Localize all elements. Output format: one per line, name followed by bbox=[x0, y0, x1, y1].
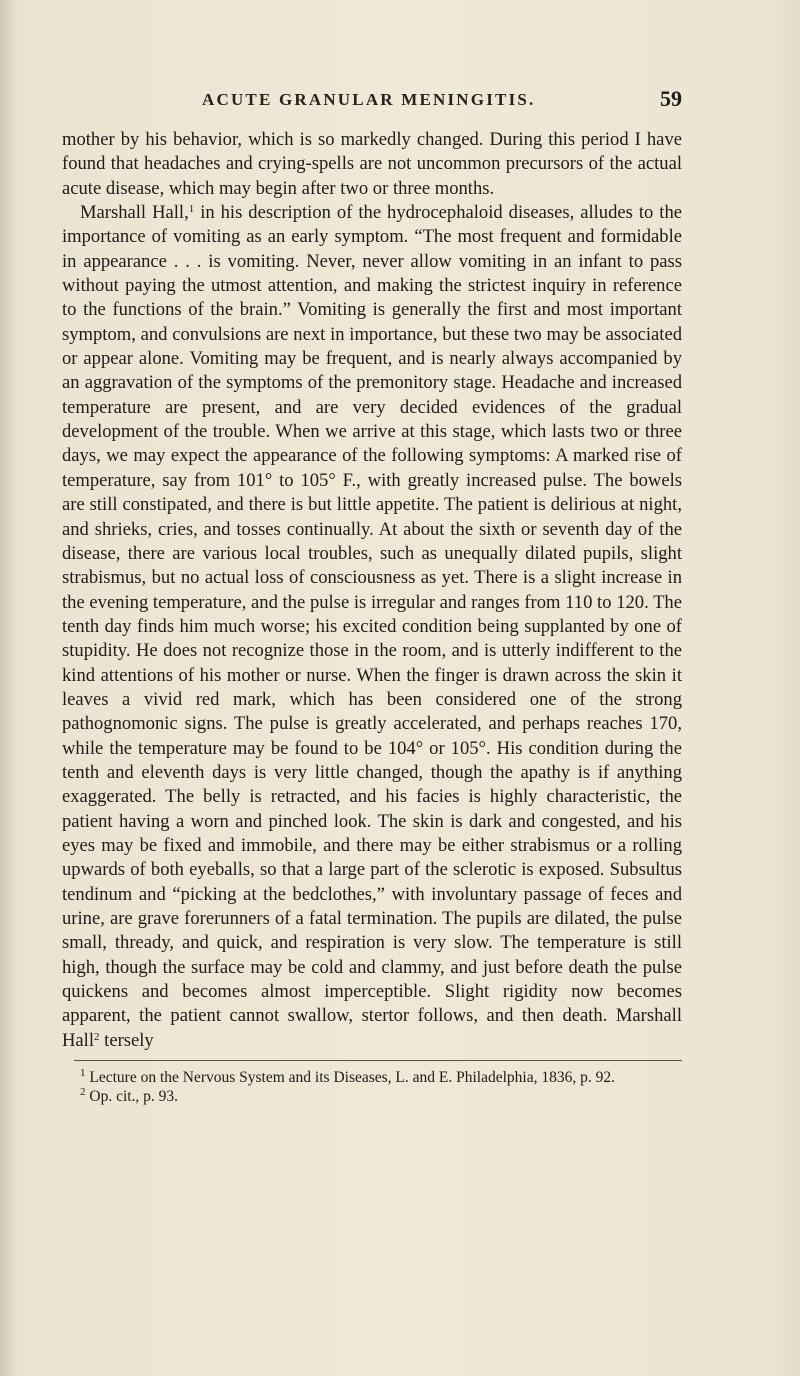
footnote-ref-1: 1 bbox=[188, 203, 195, 216]
footnote-divider bbox=[74, 1060, 682, 1061]
page-gutter-shadow bbox=[0, 0, 14, 1376]
paragraph-2-body: in his description of the hydrocephaloid diseases, alludes to the importance of vomiting as an early symptom. “The most frequent and formidable in appearance . . . is vomiting. Never, never allow vomiting in an infant to pass without paying the utmost attention, and making the strictest inquiry in reference to the functions of the brain.” Vomiting is generally the first and most important symptom, and convulsions are next in importance, but these two may be associated or appear alone. Vomiting may be frequent, and is nearly always accompanied by an aggravation of the symptoms of the premonitory stage. Headache and increased temperature are present, and are very decided evidences of the gradual development of the trouble. When we arrive at this stage, which lasts two or three days, we may expect the appearance of the following symptoms: A marked rise of temperature, say from 101° to 105° F., with greatly increased pulse. The bowels are still constipated, and there is but little appetite. The patient is delirious at night, and shrieks, cries, and tosses continually. At about the sixth or seventh day of the disease, there are various local troubles, such as unequally dilated pupils, slight strabismus, but no actual loss of consciousness as yet. There is a slight increase in the evening temperature, and the pulse is irregular and ranges from 110 to 120. The tenth day finds him much worse; his excited condition being supplanted by one of stupidity. He does not recognize those in the room, and is utterly indifferent to the kind attentions of his mother or nurse. When the finger is drawn across the skin it leaves a vivid red mark, which has been considered one of the strong pathognomonic signs. The pulse is greatly accelerated, and perhaps reaches 170, while the temperature may be found to be 104° or 105°. His condition during the tenth and eleventh days is very little changed, though the apathy is if anything exaggerated. The belly is retracted, and his facies is highly characteristic, the patient having a worn and pinched look. The skin is dark and congested, and his eyes may be fixed and immobile, and there may be either strabismus or a rolling upwards of both eyeballs, so that a large part of the sclerotic is exposed. Subsultus tendinum and “picking at the bedclothes,” with involuntary passage of feces and urine, are grave forerunners of a fatal termination. The pupils are dilated, the pulse small, thready, and quick, and respiration is very slow. The temperature is still high, though the surface may be cold and clammy, and just before death the pulse quickens and becomes almost imperceptible. Slight rigidity now becomes apparent, the patient cannot swallow, stertor follows, and then death. Marshall Hall bbox=[62, 202, 682, 1051]
paragraph-2-tail: tersely bbox=[99, 1029, 154, 1051]
page-number: 59 bbox=[660, 86, 682, 111]
footnote-2 bbox=[62, 1087, 682, 1106]
paragraph-2 bbox=[62, 201, 682, 1053]
footnote-1-text: Lecture on the Nervous System and its Diseases, L. and E. Philadelphia, 1836, p. 92. bbox=[89, 1069, 615, 1086]
footnotes bbox=[62, 1068, 682, 1106]
footnote-1 bbox=[62, 1068, 682, 1087]
footnote-2-text: Op. cit., p. 93. bbox=[89, 1088, 179, 1105]
footnote-marker-1: 1 bbox=[80, 1067, 86, 1079]
body-text bbox=[62, 128, 682, 1053]
paragraph-1: mother by his behavior, which is so markedly changed. During this period I have found that headaches and crying-spells are not uncommon precursors of the actual acute disease, which may begin after two or three months. bbox=[62, 129, 682, 199]
running-head bbox=[62, 86, 682, 116]
paragraph-2-start: Marshall Hall, bbox=[80, 202, 189, 224]
footnote-ref-2: 2 bbox=[94, 1030, 100, 1043]
footnote-marker-2: 2 bbox=[80, 1086, 86, 1098]
running-title: ACUTE GRANULAR MENINGITIS. bbox=[202, 90, 536, 109]
